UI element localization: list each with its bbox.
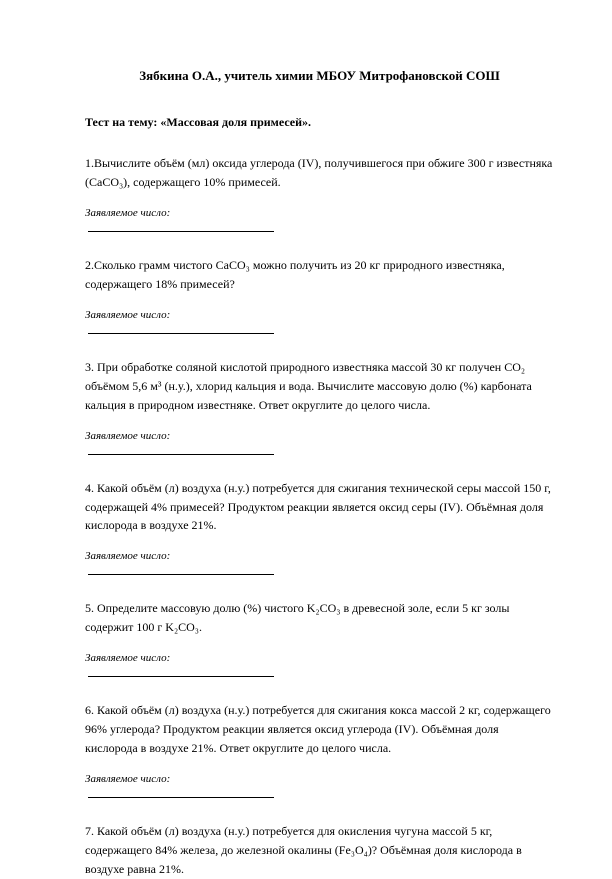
- answer-label: Заявляемое число:: [85, 773, 171, 786]
- question-text: 3. При обработке соляной кислотой природного известняка массой 30 кг получен CO₂ объёмом 5,6 м³ (н.у.), хлорид кальция и вода. Вычислите массовую долю (%) карбоната кальция в природном известняке. Ответ округлите до целого числа.: [85, 359, 532, 412]
- document-title: Зябкина О.А., учитель химии МБОУ Митрофановской СОШ: [139, 68, 500, 83]
- question-text: 6. Какой объём (л) воздуха (н.у.) потребуется для сжигания кокса массой 2 кг, содержащего 96% углерода? Продуктом реакции является оксид углерода (IV). Объёмная доля кислорода в воздухе 21%. Ответ округлите до целого числа.: [85, 703, 551, 756]
- question-text: 4. Какой объём (л) воздуха (н.у.) потребуется для сжигания технической серы массой 150 г, содержащей 4% примесей? Продуктом реакции является оксид серы (IV). Объёмная доля кислорода в воздухе 21%.: [85, 480, 551, 533]
- answer-label: Заявляемое число:: [85, 550, 171, 563]
- question-text: 5. Определите массовую долю (%) чистого K₂CO₃ в древесной золе, если 5 кг золы содержит 100 г K₂CO₃.: [85, 601, 510, 635]
- answer-blank-line: [88, 333, 274, 334]
- question-text: 2.Сколько грамм чистого CaCO₃ можно получить из 20 кг природного известняка, содержащего 18% примесей?: [85, 257, 505, 291]
- question-block-4: [85, 479, 554, 576]
- test-topic: Тест на тему: «Массовая доля примесей».: [85, 114, 312, 129]
- question-block-1: [85, 154, 554, 232]
- answer-label: Заявляемое число:: [85, 206, 171, 219]
- question-block-3: [85, 358, 554, 455]
- answer-label: Заявляемое число:: [85, 429, 171, 442]
- answer-label: Заявляемое число:: [85, 652, 171, 665]
- answer-blank-line: [88, 676, 274, 677]
- question-block-5: [85, 599, 554, 677]
- question-text: 1.Вычислите объём (мл) оксида углерода (IV), получившегося при обжиге 300 г известняка (CaCO₃), содержащего 10% примесей.: [85, 155, 553, 189]
- question-block-2: [85, 256, 554, 334]
- answer-blank-line: [88, 231, 274, 232]
- answer-blank-line: [88, 454, 274, 455]
- answer-blank-line: [88, 797, 274, 798]
- answer-label: Заявляемое число:: [85, 308, 171, 321]
- question-block-6: [85, 701, 554, 798]
- answer-blank-line: [88, 574, 274, 575]
- question-text: 7. Какой объём (л) воздуха (н.у.) потребуется для окисления чугуна массой 5 кг, содержащего 84% железа, до железной окалины (Fe₃O₄)? Объёмная доля кислорода в воздухе равна 21%.: [85, 824, 522, 877]
- question-block-7: [85, 822, 554, 879]
